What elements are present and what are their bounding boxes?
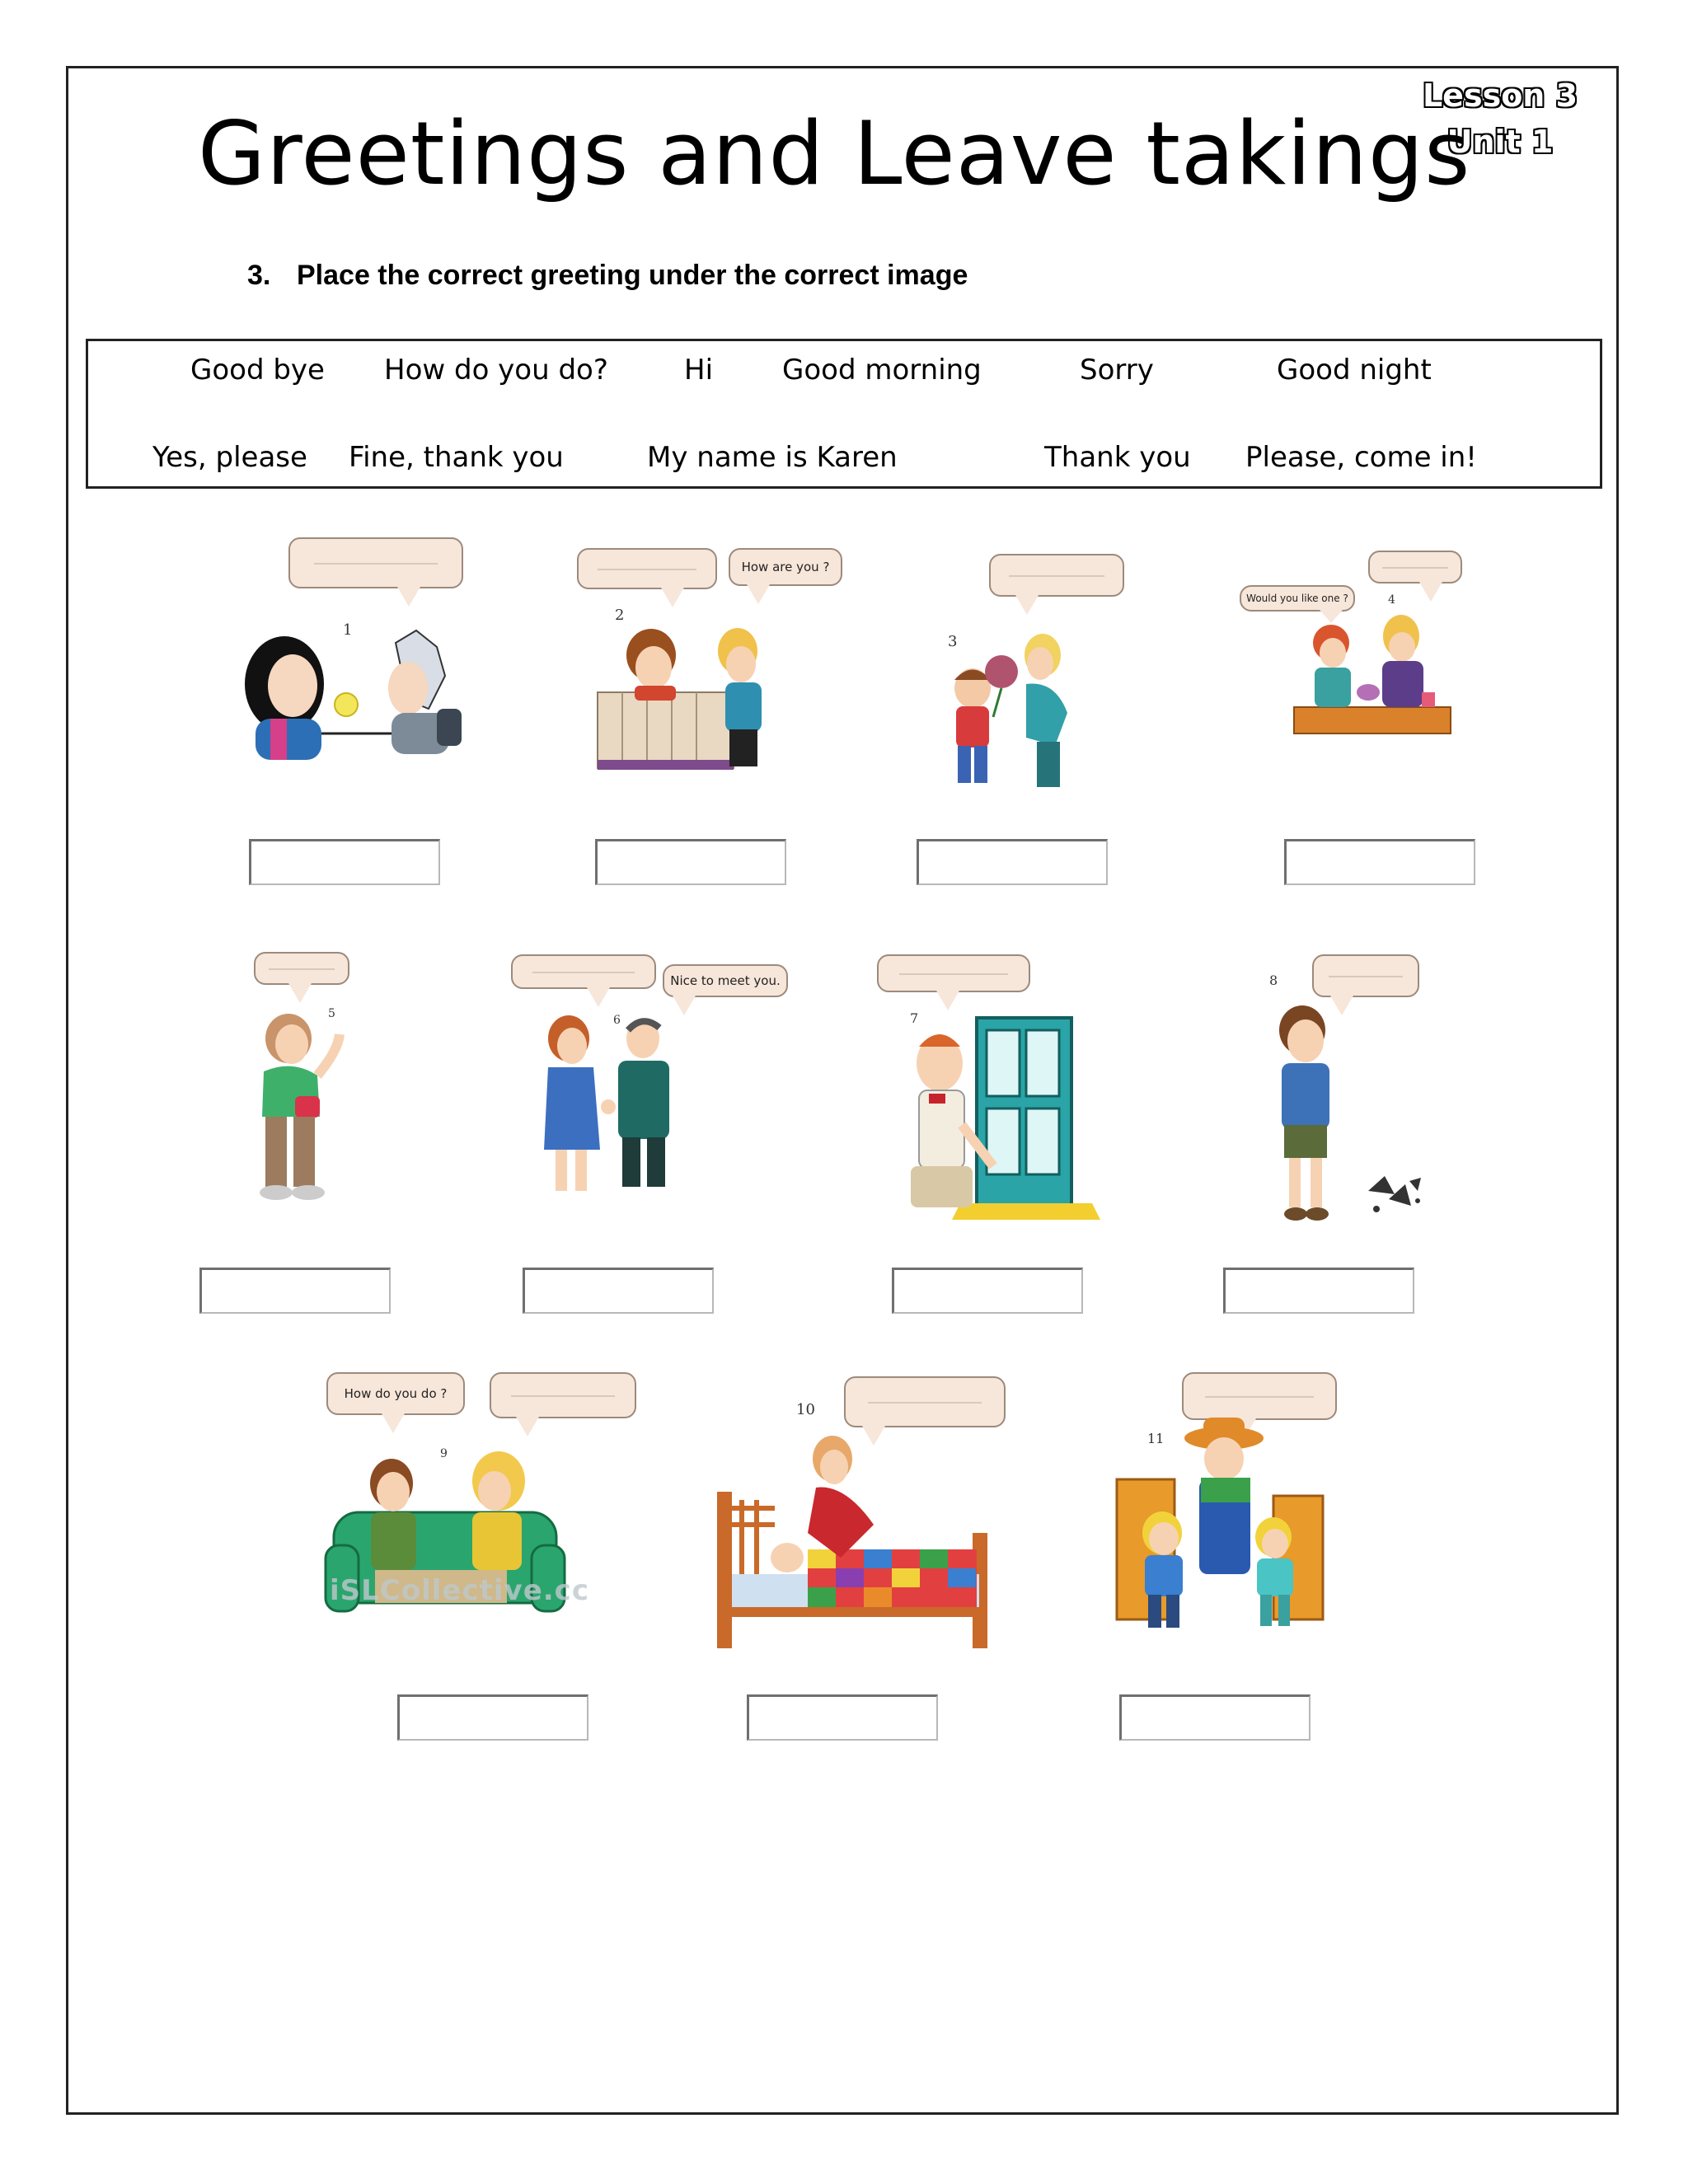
instruction-number: 3. (247, 260, 271, 291)
speech-bubble: How do you do ? (326, 1372, 465, 1415)
word-bank (86, 339, 1602, 489)
answer-box-11[interactable] (1119, 1694, 1311, 1741)
instruction (247, 260, 968, 292)
answer-box-3[interactable] (917, 839, 1108, 885)
answer-box-9[interactable] (397, 1694, 588, 1741)
answer-box-7[interactable] (892, 1268, 1083, 1314)
speech-bubble: Nice to meet you. (663, 964, 788, 997)
illustration-neighbours-at-fence (589, 610, 787, 775)
word-yes-please: Yes, please (152, 441, 307, 474)
word-how-do-you-do: How do you do? (384, 354, 608, 387)
word-hi: Hi (684, 354, 714, 387)
answer-box-4[interactable] (1284, 839, 1475, 885)
item-number: 10 (796, 1401, 815, 1418)
speech-bubble (1312, 954, 1419, 997)
speech-bubble (288, 537, 463, 588)
item-number: 1 (343, 621, 353, 639)
speech-bubble (844, 1376, 1006, 1427)
item-number: 8 (1269, 972, 1278, 988)
answer-box-6[interactable] (523, 1268, 714, 1314)
lesson-label: Lesson 3 (1422, 77, 1578, 114)
answer-box-1[interactable] (249, 839, 440, 885)
speech-bubble (1368, 551, 1462, 583)
speech-bubble (989, 554, 1124, 597)
item-number: 2 (615, 607, 625, 624)
speech-bubble: How are you ? (729, 548, 842, 586)
page-title: Greetings and Leave takings (198, 103, 1471, 204)
item-number: 7 (910, 1010, 919, 1026)
answer-box-2[interactable] (595, 839, 786, 885)
item-number: 5 (328, 1007, 335, 1020)
item-number: 6 (613, 1014, 621, 1027)
item-number: 4 (1388, 593, 1395, 607)
speech-bubble (490, 1372, 636, 1418)
illustration-offering-cake (1290, 610, 1455, 742)
instruction-text: Place the correct greeting under the correct image (297, 260, 968, 291)
illustration-friends-greeting (239, 610, 470, 766)
item-number: 11 (1147, 1431, 1165, 1446)
speech-bubble (577, 548, 717, 589)
word-fine-thank-you: Fine, thank you (349, 441, 564, 474)
illustration-mother-at-bed (709, 1434, 997, 1657)
illustration-man-at-door (894, 1001, 1109, 1228)
word-my-name-is-karen: My name is Karen (647, 441, 898, 474)
illustration-adults-shaking-hands (536, 1010, 701, 1199)
word-thank-you: Thank you (1044, 441, 1191, 474)
answer-box-8[interactable] (1223, 1268, 1414, 1314)
illustration-boy-with-flowers (931, 622, 1113, 795)
unit-label: Unit 1 (1447, 124, 1554, 160)
illustration-sad-boy-broken-vase (1253, 993, 1434, 1232)
watermark: iSLCollective.cc (330, 1574, 589, 1607)
illustration-girl-waving (247, 1001, 363, 1216)
speech-bubble: Would you like one ? (1240, 585, 1355, 612)
answer-box-5[interactable] (199, 1268, 391, 1314)
speech-bubble (877, 954, 1030, 992)
answer-box-10[interactable] (747, 1694, 938, 1741)
word-please-come-in: Please, come in! (1245, 441, 1477, 474)
speech-bubble (511, 954, 656, 989)
word-good-night: Good night (1277, 354, 1432, 387)
item-number: 9 (440, 1447, 448, 1460)
illustration-farmer-and-children (1109, 1413, 1335, 1640)
speech-bubble (254, 952, 349, 985)
word-good-morning: Good morning (782, 354, 982, 387)
word-good-bye: Good bye (190, 354, 325, 387)
word-sorry: Sorry (1080, 354, 1154, 387)
item-number: 3 (948, 633, 958, 650)
